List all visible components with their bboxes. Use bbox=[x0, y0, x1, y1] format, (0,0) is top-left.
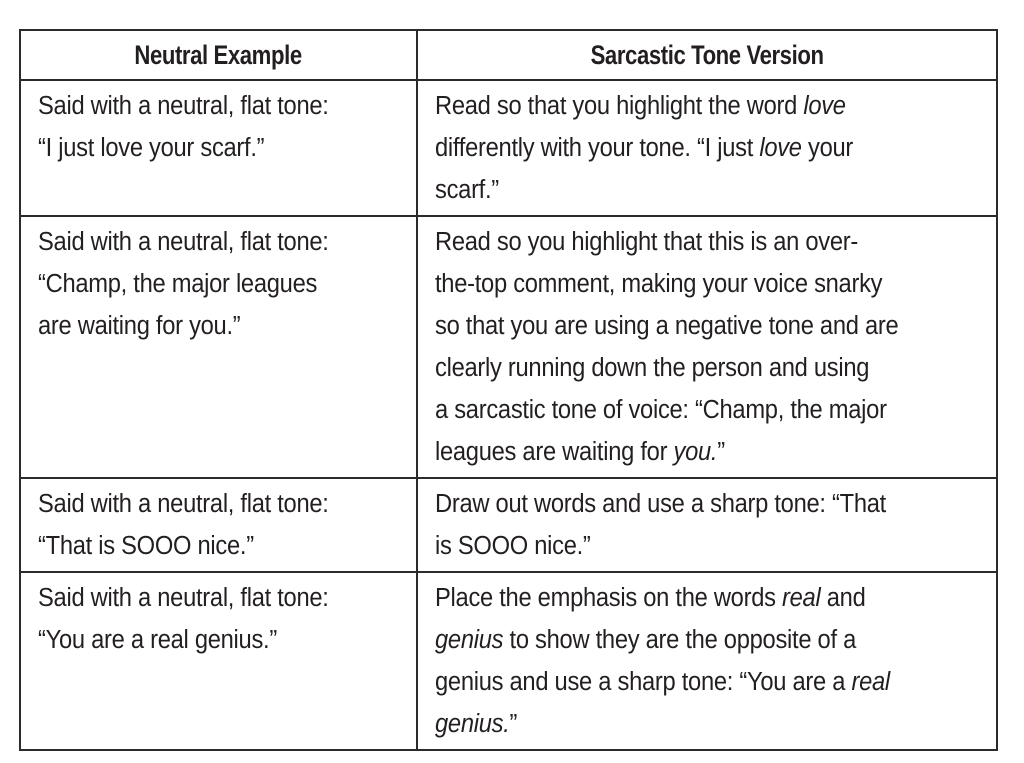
table-row bbox=[20, 478, 997, 572]
text-segment: clearly running down the person and using bbox=[435, 354, 870, 382]
header-neutral-example bbox=[20, 30, 417, 80]
text-line: Said with a neutral, flat tone: bbox=[38, 584, 329, 612]
text-segment: Place the emphasis on the words bbox=[435, 584, 783, 612]
text-segment: scarf.” bbox=[435, 176, 499, 204]
sarcastic-cell bbox=[417, 216, 997, 478]
emphasis-text: love bbox=[759, 134, 802, 162]
emphasis-text: genius. bbox=[435, 710, 510, 738]
text-line: Said with a neutral, flat tone: bbox=[38, 92, 329, 120]
text-segment: ” bbox=[717, 438, 725, 466]
text-line: Said with a neutral, flat tone: bbox=[38, 228, 329, 256]
emphasis-text: you. bbox=[673, 438, 718, 466]
neutral-cell bbox=[20, 216, 417, 478]
text-segment: ” bbox=[509, 710, 518, 738]
tone-comparison-table bbox=[19, 29, 998, 751]
text-segment: and bbox=[820, 584, 866, 612]
sarcastic-text bbox=[435, 483, 988, 567]
header-sarcastic-tone-version bbox=[417, 30, 997, 80]
emphasis-text: genius bbox=[435, 626, 504, 654]
sarcastic-text bbox=[435, 221, 988, 473]
text-segment: your bbox=[801, 134, 854, 162]
neutral-text bbox=[38, 483, 408, 567]
header-sarcastic-label: Sarcastic Tone Version bbox=[590, 39, 824, 70]
header-neutral-label: Neutral Example bbox=[134, 39, 303, 70]
text-segment: to show they are the opposite of a bbox=[503, 626, 856, 654]
table-row bbox=[20, 80, 997, 216]
text-line: Said with a neutral, flat tone: bbox=[38, 490, 329, 518]
neutral-text bbox=[38, 221, 408, 347]
text-segment: differently with your tone. “I just bbox=[435, 134, 760, 162]
text-segment: Draw out words and use a sharp tone: “That bbox=[435, 490, 886, 518]
emphasis-text: love bbox=[803, 92, 846, 120]
header-row bbox=[20, 30, 997, 80]
table-row bbox=[20, 216, 997, 478]
text-segment: Read so that you highlight the word bbox=[435, 92, 804, 120]
emphasis-text: real bbox=[851, 668, 890, 696]
sarcastic-text bbox=[435, 577, 988, 745]
emphasis-text: real bbox=[782, 584, 821, 612]
neutral-cell bbox=[20, 80, 417, 216]
text-segment: genius and use a sharp tone: “You are a bbox=[435, 668, 852, 696]
text-segment: Read so you highlight that this is an over- bbox=[435, 228, 859, 256]
text-segment: the-top comment, making your voice snarky bbox=[435, 270, 883, 298]
sarcastic-cell bbox=[417, 80, 997, 216]
text-segment: leagues are waiting for bbox=[435, 438, 674, 466]
text-segment: is SOOO nice.” bbox=[435, 532, 591, 560]
neutral-cell bbox=[20, 478, 417, 572]
text-segment: so that you are using a negative tone and are bbox=[435, 312, 899, 340]
table-row bbox=[20, 572, 997, 750]
sarcastic-cell bbox=[417, 572, 997, 750]
neutral-text bbox=[38, 85, 408, 169]
text-line: “You are a real genius.” bbox=[38, 626, 277, 654]
sarcastic-cell bbox=[417, 478, 997, 572]
sarcastic-text bbox=[435, 85, 988, 211]
text-segment: a sarcastic tone of voice: “Champ, the major bbox=[435, 396, 887, 424]
text-line: are waiting for you.” bbox=[38, 312, 241, 340]
text-line: “Champ, the major leagues bbox=[38, 270, 318, 298]
text-line: “That is SOOO nice.” bbox=[38, 532, 254, 560]
neutral-text bbox=[38, 577, 408, 661]
text-line: “I just love your scarf.” bbox=[38, 134, 265, 162]
neutral-cell bbox=[20, 572, 417, 750]
